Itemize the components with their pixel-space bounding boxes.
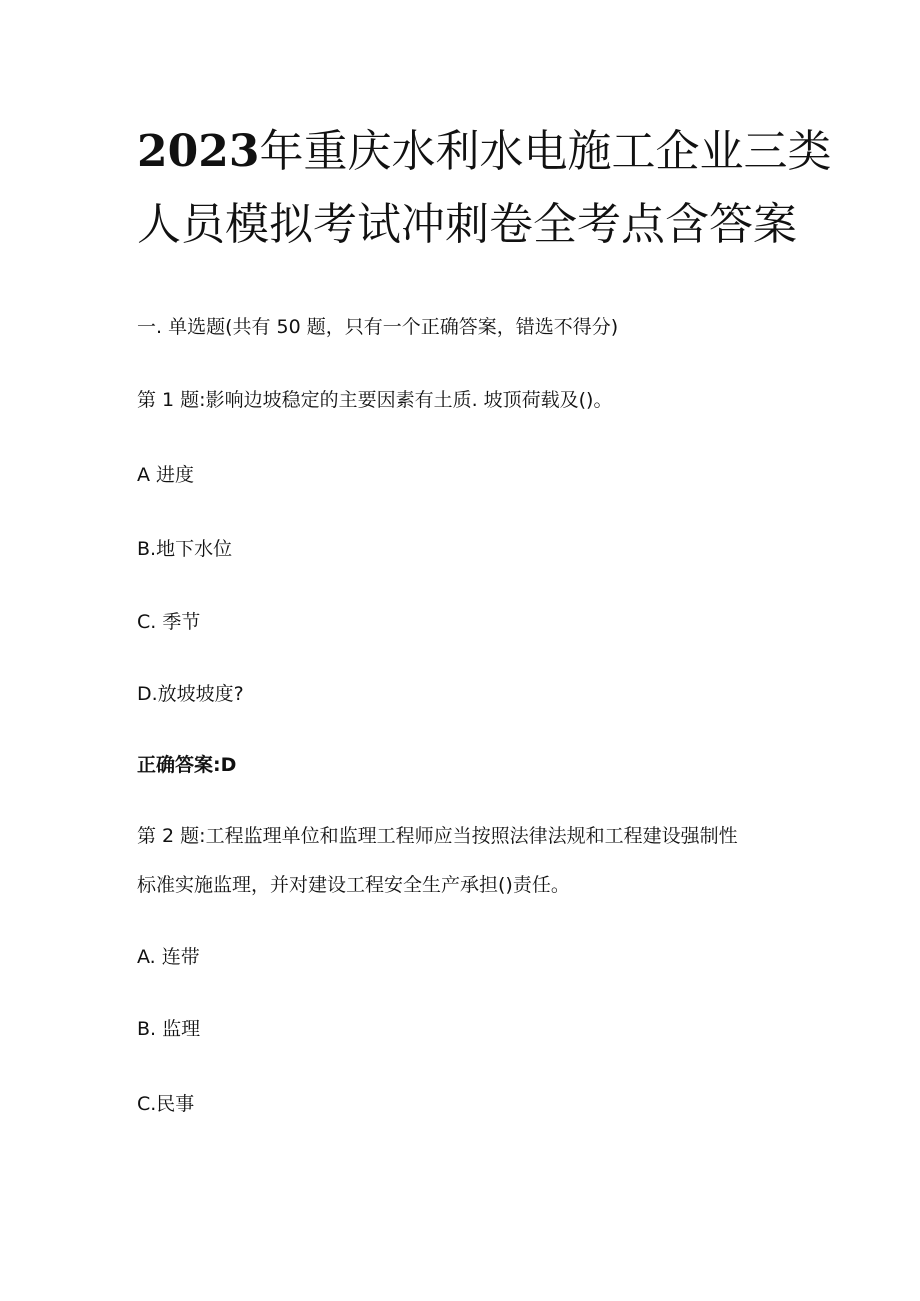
question-1-answer: 正确答案:D: [137, 754, 237, 776]
question-2-stem-line-1: 第 2 题:工程监理单位和监理工程师应当按照法律法规和工程建设强制性: [137, 825, 738, 847]
title-text-1: 年重庆水利水电施工企业三类: [259, 126, 832, 177]
question-1-option-b: B.地下水位: [137, 538, 233, 560]
question-2-option-b: B. 监理: [137, 1018, 201, 1040]
document-title-line-1: [137, 126, 832, 177]
title-year: 2023: [137, 126, 260, 177]
section-heading: 一. 单选题(共有 50 题，只有一个正确答案，错选不得分): [137, 316, 619, 338]
question-1-option-c: C. 季节: [137, 611, 201, 633]
question-2-option-c: C.民事: [137, 1093, 195, 1115]
question-1-stem: 第 1 题:影响边坡稳定的主要因素有土质. 坡顶荷载及()。: [137, 389, 613, 411]
question-2-stem-line-2: 标准实施监理，并对建设工程安全生产承担()责任。: [137, 874, 570, 896]
question-1-option-a: A 进度: [137, 464, 195, 486]
question-2-option-a: A. 连带: [137, 946, 200, 968]
document-title-line-2: 人员模拟考试冲刺卷全考点含答案: [137, 199, 797, 250]
question-1-option-d: D.放坡坡度?: [137, 683, 244, 705]
